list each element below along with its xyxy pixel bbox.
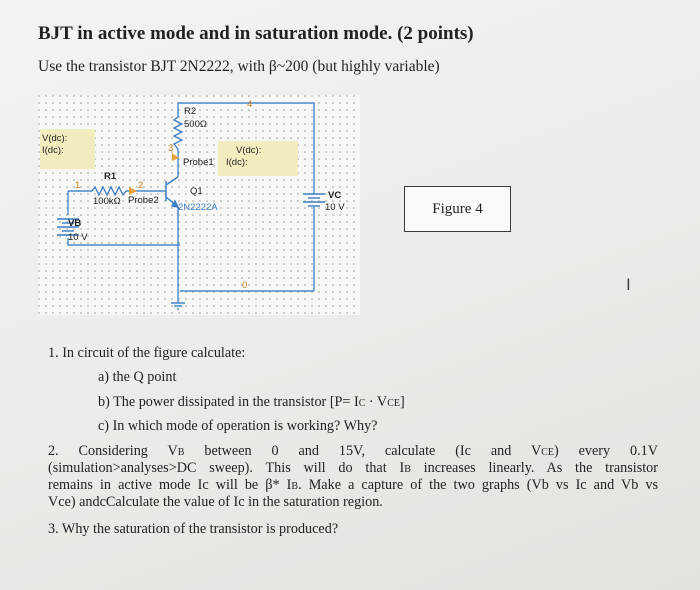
r1-value: 100kΩ — [93, 196, 121, 207]
question-2-line-2 — [48, 460, 658, 478]
question-1b — [98, 394, 405, 412]
probe-right-voltage: V(dc): — [236, 145, 262, 156]
r2-name: R2 — [184, 106, 197, 117]
question-2-line-3 — [48, 477, 658, 495]
text-cursor-icon: I — [626, 275, 631, 294]
q1-name: Q1 — [190, 186, 203, 197]
question-1c: c) In which mode of operation is working? Why? — [98, 418, 378, 434]
figure-box — [404, 186, 511, 232]
q1b-mid: · V — [365, 394, 388, 410]
q2-l1-post: ) every 0.1V — [554, 443, 658, 459]
q2-l1-sub-b: B — [177, 447, 185, 458]
r2-value: 500Ω — [184, 119, 207, 130]
q2-l3-post: . Make a capture of the two graphs (Vb vs Ic and Vb vs — [298, 477, 658, 493]
q2-l1-mid: between 0 and 15V, calculate (Ic and V — [184, 443, 542, 459]
q2-l1-pre: 2. Considering V — [48, 443, 178, 459]
probe1-label: Probe1 — [183, 157, 214, 168]
node-4-label: 4 — [247, 99, 253, 110]
q2-l1-sub-ce: CE — [541, 447, 554, 458]
figure-label: Figure 4 — [432, 200, 483, 217]
q2-l2-pre: (simulation>analyses>DC sweep). This will do that I — [48, 460, 405, 476]
q1b-sub-c: C — [358, 398, 366, 409]
node-3-label: 3 — [168, 143, 174, 154]
question-subtitle: Use the transistor BJT 2N2222, with β~200 (but highly variable) — [38, 58, 440, 75]
q2-l3-pre: remains in active mode Ic will be β* I — [48, 477, 292, 493]
node-1-label: 1 — [75, 180, 81, 191]
node-0-label: 0 — [242, 280, 248, 291]
probe2-label: Probe2 — [128, 195, 159, 206]
r1-name: R1 — [104, 171, 117, 182]
vc-value: 10 V — [325, 202, 345, 213]
circuit-schematic — [38, 95, 360, 315]
q2-l2-post: increases linearly. As the transistor — [410, 460, 658, 476]
q1b-post: ] — [399, 394, 405, 410]
q1b-pre: b) The power dissipated in the transistor [P= I — [98, 394, 359, 410]
probe-left-voltage: V(dc): — [42, 133, 68, 144]
question-2-line-4: Vce) andcCalculate the value of Ic in the saturation region. — [48, 494, 383, 510]
q2-l2-sub-b: B — [404, 464, 411, 475]
question-1a: a) the Q point — [98, 369, 177, 385]
question-1: 1. In circuit of the figure calculate: — [48, 345, 246, 361]
question-3: 3. Why the saturation of the transistor is produced? — [48, 521, 339, 537]
q1-model: 2N2222A — [178, 202, 218, 213]
vb-name: VB — [68, 218, 82, 229]
probe-left-current: I(dc): — [42, 145, 64, 156]
q1b-sub-ce: CE — [387, 398, 400, 409]
node-2-label: 2 — [138, 180, 144, 191]
vb-value: 10 V — [68, 232, 88, 243]
probe-right-current: I(dc): — [226, 157, 248, 168]
question-title: BJT in active mode and in saturation mode. (2 points) — [38, 23, 474, 44]
question-2-line-1 — [48, 443, 658, 461]
vc-name: VC — [328, 190, 342, 201]
q2-l3-sub-b: B — [291, 481, 299, 492]
